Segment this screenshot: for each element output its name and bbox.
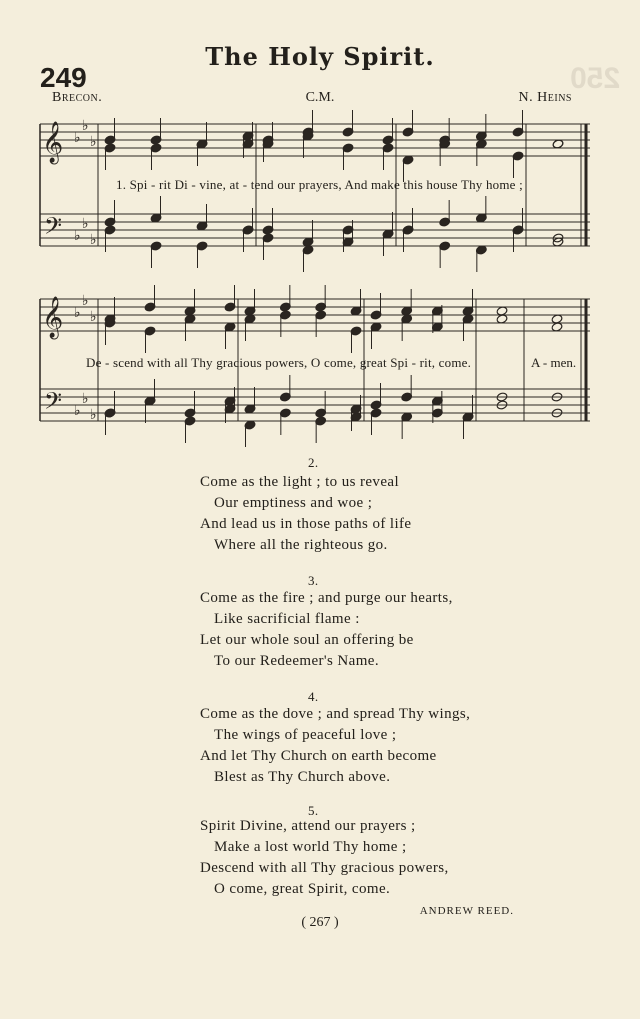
verse-line: Blest as Thy Church above. (214, 769, 391, 785)
meter: C.M. (305, 90, 335, 105)
verse-number: 4. (308, 689, 319, 704)
tune-name: Brecon. (52, 90, 103, 105)
verse-line: Spirit Divine, attend our prayers ; (200, 818, 416, 834)
flat-icon: ♭ (82, 216, 89, 232)
composer: N. Heins (518, 90, 572, 105)
page-title: The Holy Spirit. (205, 42, 435, 71)
lyric-line-2: De - scend with all Thy gracious powers, O come, great Spi - rit, come. (86, 355, 472, 370)
verse-number: 3. (308, 573, 319, 588)
verse-line: Like sacrificial flame : (214, 611, 360, 627)
verse-line: And let Thy Church on earth become (200, 748, 437, 764)
verse-number: 2. (308, 455, 319, 470)
flat-icon: ♭ (90, 232, 97, 248)
verse-number: 5. (308, 803, 319, 818)
bleed-through-number: 250 (569, 62, 620, 95)
flat-icon: ♭ (74, 130, 81, 146)
lyric-line-1: 1. Spi - rit Di - vine, at - tend our prayers, And make this house Thy home ; (116, 177, 523, 192)
bass-clef-icon: 𝄢 (44, 212, 63, 245)
amen-lyric: A - men. (531, 355, 577, 370)
treble-clef-icon: 𝄞 (42, 297, 64, 338)
flat-icon: ♭ (82, 118, 89, 134)
treble-clef-icon: 𝄞 (42, 122, 64, 163)
flat-icon: ♭ (74, 305, 81, 321)
verse-line: The wings of peaceful love ; (214, 727, 397, 743)
verse-line: To our Redeemer's Name. (214, 653, 379, 669)
verse-line: Come as the light ; to us reveal (200, 474, 400, 490)
flat-icon: ♭ (90, 407, 97, 423)
flat-icon: ♭ (74, 403, 81, 419)
verse-4 (200, 686, 470, 788)
verse-2 (200, 452, 411, 556)
flat-icon: ♭ (74, 228, 81, 244)
verse-line: Where all the righteous go. (214, 537, 388, 553)
hymn-number: 249 (40, 62, 87, 93)
bass-clef-icon: 𝄢 (44, 387, 63, 420)
flat-icon: ♭ (82, 391, 89, 407)
verse-line: Come as the dove ; and spread Thy wings, (200, 706, 471, 722)
verse-line: Our emptiness and woe ; (214, 495, 373, 511)
verse-3 (200, 570, 453, 672)
author-credit: ANDREW REED. (419, 905, 514, 917)
verse-line: Descend with all Thy gracious powers, (200, 860, 449, 876)
flat-icon: ♭ (90, 309, 97, 325)
page-number: ( 267 ) (301, 915, 339, 930)
verse-line: O come, great Spirit, come. (214, 881, 391, 897)
verse-line: Come as the fire ; and purge our hearts, (200, 590, 453, 606)
verse-line: Make a lost world Thy home ; (214, 839, 407, 855)
verse-line: Let our whole soul an offering be (200, 632, 414, 648)
flat-icon: ♭ (82, 293, 89, 309)
verse-5 (200, 800, 449, 900)
verse-line: And lead us in those paths of life (200, 516, 412, 532)
flat-icon: ♭ (90, 134, 97, 150)
